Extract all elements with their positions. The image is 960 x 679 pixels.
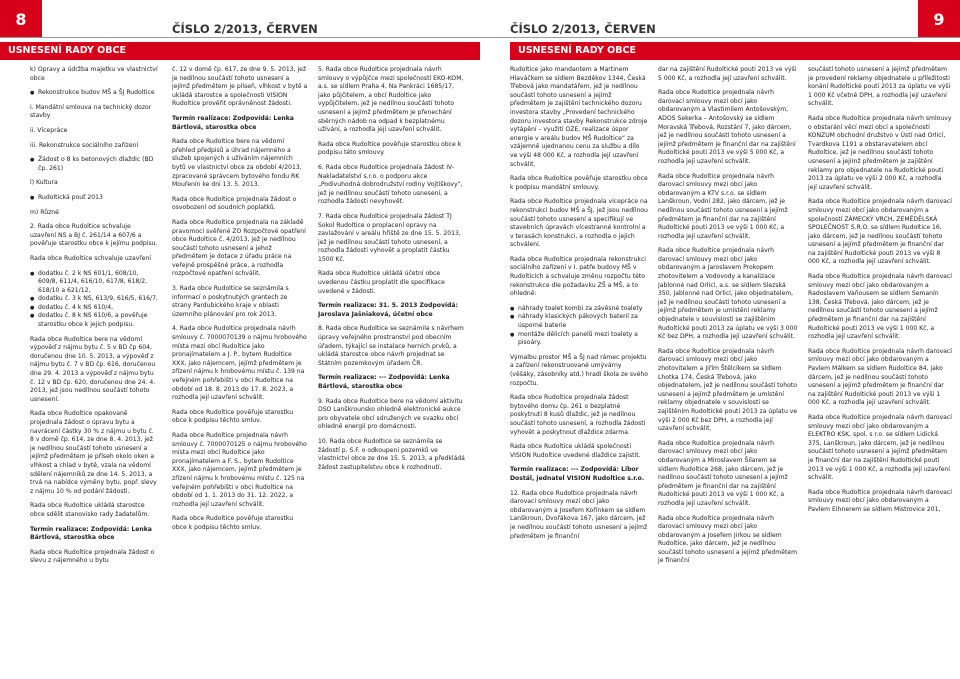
paragraph: č. 12 v domě čp. 617, ze dne 9. 5. 2013, jež je nedílnou součástí tohoto usnesení a jejímž předmětem je plíseň, vlhkost v bytě a ukládá starostce a společnosti VISION Rudoltice prověřit oprávněnost žádosti. xyxy=(172,66,308,108)
paragraph: Rada obce Rudoltice pověřuje starostku obce k podpisu této smlouvy. xyxy=(318,140,462,157)
section-bar: USNESENÍ RADY OBCE xyxy=(510,42,960,60)
paragraph: Rada obce Rudoltice projednala návrh darovací smlouvy mezi obcí jako obdarovaným a Jaroslavem Prokopem zhotovitelem a Vodovody a kanalizace Jablonné nad Orlicí, a.s. se sídlem Slezská 350, Jablonné nad Orlicí, jako objednatelem, jež je nedílnou součástí tohoto usnesení a jejímž předmětem je umístění reklamy objednatele v souvislosti se zajištěním Rudoltické pouti 2013 za úplatu ve výši 3 000 Kč bez DPH, a rozhodla její uzavření schválit. xyxy=(658,247,798,341)
text-column-1 xyxy=(30,66,158,675)
paragraph: Rada obce Rudoltice projednala návrh darovací smlouvy mezi obcí jako obdarovaným a společností ZÁMECKÝ VRCH, ZEMĚDĚLSKÁ SPOLEČNOST S.R.O. se sídlem Rudoltice 16, jako dárcem, jež je nedílnou součástí tohoto usnesení a jejímž předmětem je finanční dar na zajištění Rudoltické pouti 2013 ve výši 8 000 Kč, a rozhodla její uzavření schválit. xyxy=(808,198,952,266)
header-rule xyxy=(480,37,960,38)
paragraph: 5. Rada obce Rudoltice projednala návrh smlouvy o výpůjčce mezi společností EKO-KOM, a.s. se sídlem Praha 4, Na Pankráci 1685/17, jako půjčitelem, a obcí Rudoltice jako vypůjčitelem, jež je nedílnou součástí tohoto usnesení a jejímž předmětem je přenechání sběrných nádob na odpad k bezplatnému užívání, a rozhodla její uzavření schválit. xyxy=(318,66,464,134)
paragraph: iii. Rekonstrukce sociálního zařízení xyxy=(30,141,139,149)
bullet-item: ● Rekonstrukce budov MŠ a ŠJ Rudoltice xyxy=(38,89,158,98)
paragraph: Rada obce Rudoltice projednala žádost bytového domu čp. 261 o bezplatné poskytnutí 8 kusů dlaždic, jež je nedílnou součástí tohoto usnesení, a rozhodla žádosti vyhovět a poskytnout dlaždice zdarma. xyxy=(510,394,646,436)
paragraph: 3. Rada obce Rudoltice se seznámila s informací o poskytnutých grantech ze strany Pardubického kraje v oblasti územního plánování pro rok 2013. xyxy=(172,285,289,318)
right-page xyxy=(480,0,960,679)
bullet-item: ● dodatku č. 3 k NS, 613/9, 616/5, 616/7, xyxy=(38,295,158,304)
paragraph: Rada obce Rudoltice pověřuje starostku obce k podpisu těchto smluv. xyxy=(172,408,294,425)
paragraph: Rada obce Rudoltice projednala návrh darovací smlouvy mezi obcí jako obdarovaným a KTV s.r.o. se sídlem Lanškroun, Vodní 282, jako dárcem, jež je nedílnou součástí tohoto usnesení a jejímž předmětem je finanční dar na zajištění Rudoltické pouti 2013 ve výši 1 000 Kč, a rozhodla její uzavření schválit. xyxy=(658,172,788,240)
paragraph: Rada obce Rudoltice projednala návrh darovací smlouvy mezi obcí jako obdarovaným a Pavlem Málkem se sídlem Rudoltice 84, jako dárcem, jež je nedílnou součástí tohoto usnesení a jejímž předmětem je finanční dar na zajištění Rudoltické pouti 2013 ve výši 1 000 Kč, a rozhodla její uzavření schválit. xyxy=(808,347,952,407)
paragraph: 12. Rada obce Rudoltice projednala návrh darovací smlouvy mezi obcí jako obdarovaným a Josefem Kořínkem se sídlem Lanškroun, Dvořákova 167, jako dárcem, jež je nedílnou součástí tohoto usnesení a jejímž předmětem je finanční xyxy=(510,489,648,540)
paragraph: Rada obce Rudoltice ukládá starostce obce sdělit stanovisko rady žadatelům. xyxy=(30,502,150,518)
page-header xyxy=(0,0,480,42)
paragraph: Rada obce Rudoltice projednala návrh darovací smlouvy mezi obcí jako obdarovaným a Radoslavem Vañousem se sídlem Semanín 138, Česká Třebová, jako dárcem, jež je nedílnou součástí tohoto usnesení a jejímž předmětem je finanční dar na zajištění Rudoltické pouti 2013 ve výši 1 000 Kč, a rozhodla její uzavření schválit. xyxy=(808,273,952,341)
paragraph: Termín realizace: Zodpovídá: Lenka Bártlová, starostka obce xyxy=(172,114,294,131)
paragraph: ii. Vícepráce xyxy=(30,126,68,134)
paragraph: Rada obce Rudoltice opakovaně projednala žádost o úpravu bytu a navrácení částky 30 % z nájmu u bytu č. 8 v domě čp. 614, ze dne 8. 4. 2013, jež je nedílnou součástí tohoto usnesení a jejímž předmětem je příseh okolo oken a vlhkost a chlad v bytě, vzala na vědomí sdělení nájemníků ze dne 14. 5. 2013, a trvá na nabídce výměny bytu, popř. slevy z nájmu 10 % od podání žádosti. xyxy=(30,410,157,495)
paragraph: Rada obce Rudoltice bere na vědomí přehled předpisů a úhrad nájemného a služeb spojených s užíváním nájemních bytů ve vlastnictví obce za období 4/2013, zpracované správcem bytového fondu RK Mouřenín ke dni 13. 5. 2013. xyxy=(172,138,302,189)
paragraph: Rada obce Rudoltice projednala návrh darovací smlouvy mezi obcí jako obdarovaným a ELEKTRO KSK, spol. s r.o. se sídlem Lidická 375, Lanškroun, jako dárcem, jež je nedílnou součástí tohoto usnesení a jejímž předmětem je finanční dar na zajištění Rudoltické pouti 2013 ve výši 1 000 Kč, a rozhodla její uzavření schválit. xyxy=(808,413,952,482)
paragraph: Rada obce Rudoltice projednala návrh darovací smlouvy mezi obcí jako obdarovaným a Vlastimilem Antošovským, ADOS Sekerka – Antošovský se sídlem Moravská Třebová, Rozstání 7, jako dárcem, jež je nedílnou součástí tohoto usnesení a jejímž předmětem je finanční dar na zajištění Rudoltické pouti 2013 ve výši 5 000 Kč, a rozhodla její uzavření schválit. xyxy=(658,89,796,165)
paragraph: dar na zajištění Rudoltické pouti 2013 ve výši 5 000 Kč, a rozhodla její uzavření schválit. xyxy=(658,66,797,82)
paragraph: i. Mandátní smlouva na technický dozor stavby xyxy=(30,103,152,120)
paragraph: Rudoltice jako mandantem a Martinem Hlaváčkem se sídlem Bezděkov 1344, Česká Třebová jako mandatářem, jež je nedílnou součástí tohoto usnesení a jejímž předmětem je zajištění technického dozoru investora stavby „Provedení technického dozoru investora stavby Rekonstrukce zdroje vytápění – využití OZE, realizace úspor energie v areálu budov MŠ Rudoltice“ za vzájemně ujednanou cenu za službu a dílo ve výši 48 000 Kč, a rozhodla její uzavření schválit. xyxy=(510,66,648,168)
paragraph: Termín realizace: --- Zodpovídá: Lenka Bártlová, starostka obce xyxy=(318,374,450,390)
page-number: 8 xyxy=(0,0,42,38)
issue-label: ČÍSLO 2/2013, ČERVEN xyxy=(172,22,318,36)
paragraph: Rada obce Rudoltice projednala návrh darovací smlouvy mezi obcí jako zhotovitelem a Jiřím Štělcíkem se sídlem Lhotka 174, Česká Třebová, jako objednatelem, jež je nedílnou součástí tohoto usnesení a jejímž předmětem je umístění reklamy objednatele v souvislosti se zajištěním Rudoltické pouti 2013 za úplatu ve výši 2 000 Kč bez DPH, a rozhodla její uzavření schválit. xyxy=(658,347,798,433)
paragraph: Termín realizace: --- Zodpovídá: Libor Dostál, jednatel VISION Rudoltice s.r.o. xyxy=(510,466,645,482)
paragraph: 8. Rada obce Rudoltice se seznámila s návrhem úpravy veřejného prostranství pod obecním úřadem, týkající se instalace herních prvků, a ukládá starostce obce návrh projednat se Státním pozemkovým úřadem ČR. xyxy=(318,325,464,367)
paragraph: 7. Rada obce Rudoltice projednala žádost TJ Sokol Rudoltice o proplacení opravy na zavlažování v areálu hřiště ze dne 15. 5. 2013, jež je nedílnou součástí tohoto usnesení, a rozhodla žádosti vyhovět a proplatit částku 1500 Kč. xyxy=(318,212,461,263)
paragraph: 10. Rada obce Rudoltice se seznámila se žádostí p. S.F. o odkoupení pozemků ve vlastnictví obce ze dne 15. 5. 2013, a předkládá žádost zastupitelstvu obce k rozhodnutí. xyxy=(318,437,465,471)
bullet-list xyxy=(30,89,158,98)
paragraph: Termín realizace: 31. 5. 2013 Zodpovídá: Jaroslava Jašniaková, účetní obce xyxy=(318,302,458,318)
paragraph: Rada obce Rudoltice projednala žádost o osvobození od soudních poplatků. xyxy=(172,195,297,212)
paragraph: 9. Rada obce Rudoltice bere na vědomí aktivitu DSO Lanškrounsko ohledně elektronické aukce pro obyvatele obcí sdružených ve svazku obcí ohledně energií pro domácnosti. xyxy=(318,397,463,431)
paragraph: Rada obce Rudoltice bere na vědomí výpověď z nájmu bytu č. 5 v BD čp 604, doručenou dne 10. 5. 2013, a výpověď z nájmu bytu č. 7 v BD čp. 616, doručenou dne 29. 4. 2013 a výpověď z nájmu bytu č. 12 v BD čp. 620, doručenou dne 24. 4. 2013, jež jsou nedílnou součástí tohoto usnesení. xyxy=(30,335,156,403)
bullet-item: ● náhrady toalet kombi za závěsné toalety xyxy=(518,305,648,314)
header-rule xyxy=(0,37,480,38)
paragraph: l) Kultura xyxy=(30,179,58,187)
paragraph: m) Různé xyxy=(30,208,59,216)
paragraph: Rada obce Rudoltice projednala návrh darovací smlouvy mezi obcí jako obdarovaným a Josefem Jirkou se sídlem Rudoltice, jako dárcem, jež je nedílnou součástí tohoto usnesení a jejímž předmětem je finanční xyxy=(658,514,798,565)
paragraph: Rada obce Rudoltice projednala žádost o slevu z nájemného u bytu xyxy=(30,548,155,565)
issue-label: ČÍSLO 2/2013, ČERVEN xyxy=(510,22,656,36)
paragraph: Rada obce Rudoltice ukládá společnosti VISION Rudoltice uvedené dlaždice zajistit. xyxy=(510,443,641,459)
paragraph: Rada obce Rudoltice projednala návrh smlouvy č. 7000070125 o nájmu hrobového místa mezi obcí Rudoltice jako pronajímatelem a F. S., bytem Rudoltice XXX, jako nájemcem, jejímž předmětem je zřízení nájmu k hrobovému místu č. 125 na veřejném pohřebišti v obci Rudoltice na období od 1. 1. 2013 do 31. 12. 2022, a rozhodla její uzavření schválit. xyxy=(172,431,307,508)
bullet-list xyxy=(510,305,648,348)
paragraph: 2. Rada obce Rudoltice schvaluje uzavření NS a BJ č. 261/14 a 607/6 a pověřuje starostku obce k jejímu podpisu. xyxy=(30,223,158,248)
paragraph: Rada obce Rudoltice ukládá účetní obce uvedenou částku proplatit dle specifikace uvedené v žádosti. xyxy=(318,270,445,295)
bullet-item: ● dodatku č. 2 k NS 601/1, 608/10, 609/8, 611/4, 616/10, 617/8, 618/2, 618/10 a 621/12, xyxy=(38,270,158,296)
bullet-item: ● dodatku č. 4 k NS 610/4, xyxy=(38,304,158,313)
paragraph: 6. Rada obce Rudoltice projednala žádost IV-Nakladatelství s.r.o. o podporu akce „Podivuhodná dobrodružství rodiny Vojtíškovy“, jež je nedílnou součástí tohoto usnesení, a rozhodla žádosti nevyhovět. xyxy=(318,163,463,206)
paragraph: Rada obce Rudoltice projednala na základě pravomoci svěřené ZO Rozpočtové opatření obce Rudoltice č. 4/2013, jež je nedílnou součástí tohoto usnesení a jehož předmětem je dotace z úřadu práce na veřejně prospěšné práce, a rozhodla rozpočtové opatření schválit. xyxy=(172,218,306,278)
paragraph: 4. Rada obce Rudoltice projednala návrh smlouvy č. 7000070139 o nájmu hrobového místa mezi obcí Rudoltice jako pronajímatelem a J. P., bytem Rudoltice XXX, jako nájemcem, jejímž předmětem je zřízení nájmu k hrobovému místu č. 139 na veřejném pohřebišti v obci Rudoltice na období od 18. 8. 2013 do 17. 8. 2023, a rozhodla její uzavření schválit. xyxy=(172,325,307,402)
paragraph: Rada obce Rudoltice pověřuje starostku obce k podpisu mandátní smlouvy. xyxy=(510,175,648,191)
paragraph: Rada obce Rudoltice projednala návrh darovací smlouvy mezi obcí jako obdarovaným a Miroslavem Šilarem se sídlem Rudoltice 268, jako dárcem, jež je nedílnou součástí tohoto usnesení a jejímž předmětem je finanční dar na zajištění Rudoltické pouti 2013 ve výši 1 000 Kč, a rozhodla její uzavření schválit. xyxy=(658,439,788,507)
bullet-item: ● Žádost o 8 ks betonových dlaždic (BD čp. 261) xyxy=(38,156,158,173)
text-column-3 xyxy=(808,66,952,675)
bullet-list xyxy=(30,194,158,203)
paragraph: Termín realizace: Zodpovídá: Lenka Bártlová, starostka obce xyxy=(30,525,152,542)
text-column-2 xyxy=(172,66,308,675)
paragraph: Rada obce Rudoltice projednala vícepráce na rekonstrukci budov MŠ a ŠJ, jež jsou nedílnou součástí tohoto usnesení a specifikují ve stavebních úpravách vícestranné kontrolní a v terasách konstrukci, a rozhodla o jejich schválení. xyxy=(510,198,648,249)
paragraph: Rada obce Rudoltice schvaluje uzavření xyxy=(30,254,151,262)
text-column-3 xyxy=(318,66,466,675)
bullet-list xyxy=(30,270,158,330)
text-column-2 xyxy=(658,66,798,675)
page-header xyxy=(480,0,960,42)
paragraph: Výmalbu prostor MŠ a ŠJ nad rámec projektu a zařízení rekonstruované umývárny (věšáky, zásobníky atd.) hradí škola ze svého rozpočtu. xyxy=(510,353,648,387)
paragraph: Rada obce Rudoltice projednala rekonstrukci sociálního zařízení v I. patře budovy MŠ v Rudolticích a schvaluje změnu rozpočtu této rekonstrukce dle požadavku ZŠ a MŠ, a to ohledně: xyxy=(510,255,647,298)
page-number: 9 xyxy=(918,0,960,38)
bullet-item: ● dodatku č. 8 k NS 610/6, a pověřuje starostku obce k jejich podpisu. xyxy=(38,312,158,329)
bullet-list xyxy=(30,156,158,173)
bullet-item: ● náhrady klasických pákových baterií za úsporné baterie xyxy=(518,313,648,330)
section-bar: USNESENÍ RADY OBCE xyxy=(0,42,480,60)
bullet-item: ● Rudoltická pouť 2013 xyxy=(38,194,158,203)
paragraph: Rada obce Rudoltice projednala návrh darovací smlouvy mezi obcí jako obdarovaným a Pavlem Eihnerem se sídlem Mistrovice 201, xyxy=(808,488,952,513)
text-column-1 xyxy=(510,66,648,675)
bullet-item: ● montáže dělicích panelů mezi toalety a pisoáry. xyxy=(518,331,648,348)
paragraph: k) Opravy a údržba majetku ve vlastnictví obce xyxy=(30,66,158,82)
paragraph: součástí tohoto usnesení a jejímž předmětem je provedení reklamy objednatele u příležitosti konání Rudoltické pouti 2013 za úplatu ve výši 1 000 Kč včetně DPH, a rozhodla její uzavření schválit. xyxy=(808,66,951,108)
paragraph: Rada obce Rudoltice pověřuje starostku obce k podpisu těchto smluv. xyxy=(172,515,294,531)
paragraph: Rada obce Rudoltice projednala návrh smlouvy o obstarání věcí mezi obcí a společností KONZUM obchodní družstvo v Ústí nad Orlicí, Tvardkova 1191 a obstaravatelem obcí Rudoltice, jež je nedílnou součástí tohoto usnesení a jejímž předmětem je zajištění reklamy pro objednatele na Rudoltické pouti 2013 za úplatu ve výši 2 000 Kč, a rozhodla její uzavření schválit. xyxy=(808,114,952,191)
